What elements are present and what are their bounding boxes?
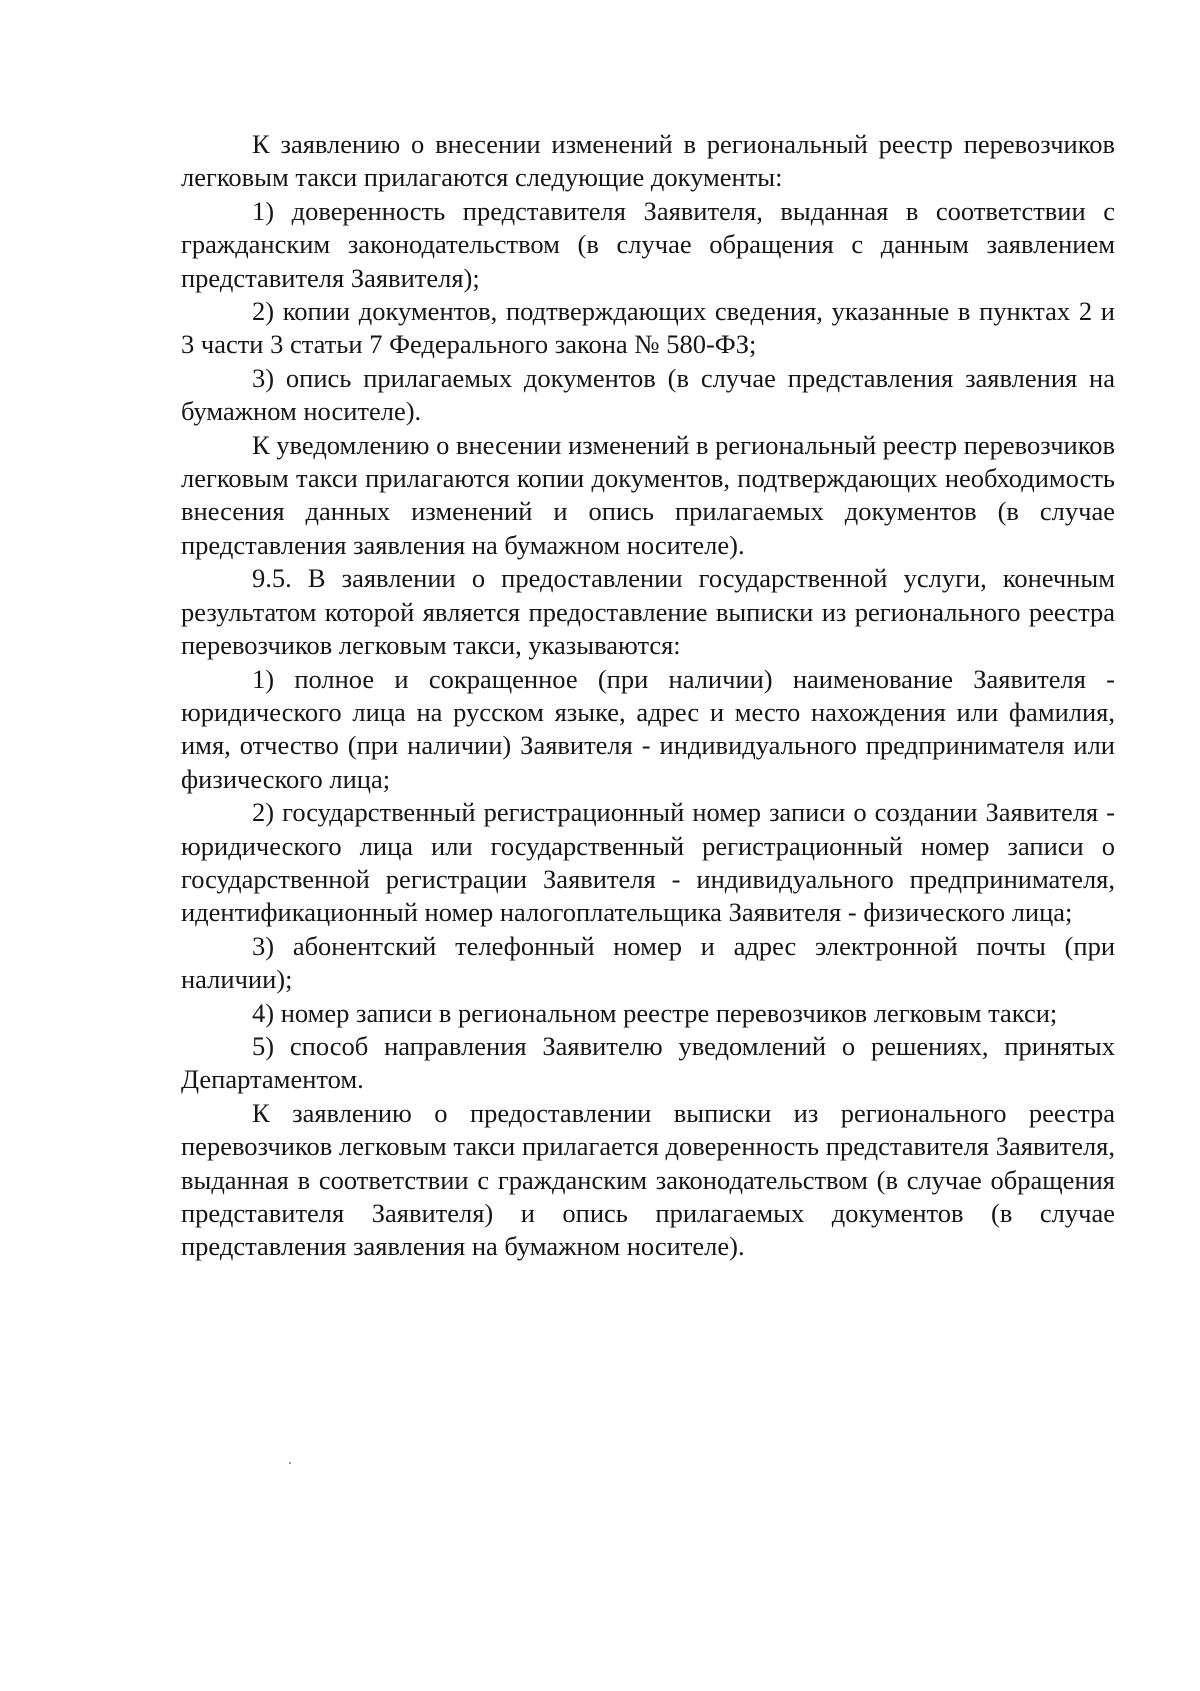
paragraph-item-notification-method: 5) способ направления Заявителю уведомлений о решениях, принятых Департаментом. [181,1030,1115,1095]
document-body [181,128,1115,1264]
paragraph-item-registration-number: 2) государственный регистрационный номер записи о создании Заявителя - юридического лица или государственный регистрационный номер записи о государственной регистрации Заявителя - индивидуального предпринимателя, идентификационный номер налогоплательщика Заявителя - физического лица; [181,797,1115,928]
paragraph-item-contacts: 3) абонентский телефонный номер и адрес электронной почты (при наличии); [181,930,1115,995]
scan-speck [289,1462,291,1464]
paragraph-section-9-5: 9.5. В заявлении о предоставлении государственной услуги, конечным результатом которой является предоставление выписки из регионального реестра перевозчиков легковым такси, указываются: [181,563,1115,661]
paragraph-item-document-inventory: 3) опись прилагаемых документов (в случае представления заявления на бумажном носителе). [181,362,1115,427]
paragraph-item-applicant-name: 1) полное и сокращенное (при наличии) наименование Заявителя - юридического лица на русском языке, адрес и место нахождения или фамилия, имя, отчество (при наличии) Заявителя - индивидуального предпринимателя или физического лица; [181,663,1115,794]
paragraph-item-power-of-attorney: 1) доверенность представителя Заявителя, выданная в соответствии с гражданским законодательством (в случае обращения с данным заявлением представителя Заявителя); [181,195,1115,293]
paragraph-change-notification-docs: К уведомлению о внесении изменений в региональный реестр перевозчиков легковым такси прилагаются копии документов, подтверждающих необходимость внесения данных изменений и опись прилагаемых документов (в случае представления заявления на бумажном носителе). [181,429,1115,560]
paragraph-item-document-copies: 2) копии документов, подтверждающих сведения, указанные в пунктах 2 и 3 части 3 статьи 7 Федерального закона № 580-ФЗ; [181,296,1115,360]
paragraph-change-application-docs-intro: К заявлению о внесении изменений в региональный реестр перевозчиков легковым такси прилагаются следующие документы: [181,129,1115,193]
paragraph-extract-application-docs: К заявлению о предоставлении выписки из регионального реестра перевозчиков легковым такси прилагается доверенность представителя Заявителя, выданная в соответствии с гражданским законодательством (в случае обращения представителя Заявителя) и опись прилагаемых документов (в случае представления заявления на бумажном носителе). [181,1097,1115,1262]
paragraph-item-registry-record: 4) номер записи в региональном реестре перевозчиков легковым такси; [252,997,1058,1028]
